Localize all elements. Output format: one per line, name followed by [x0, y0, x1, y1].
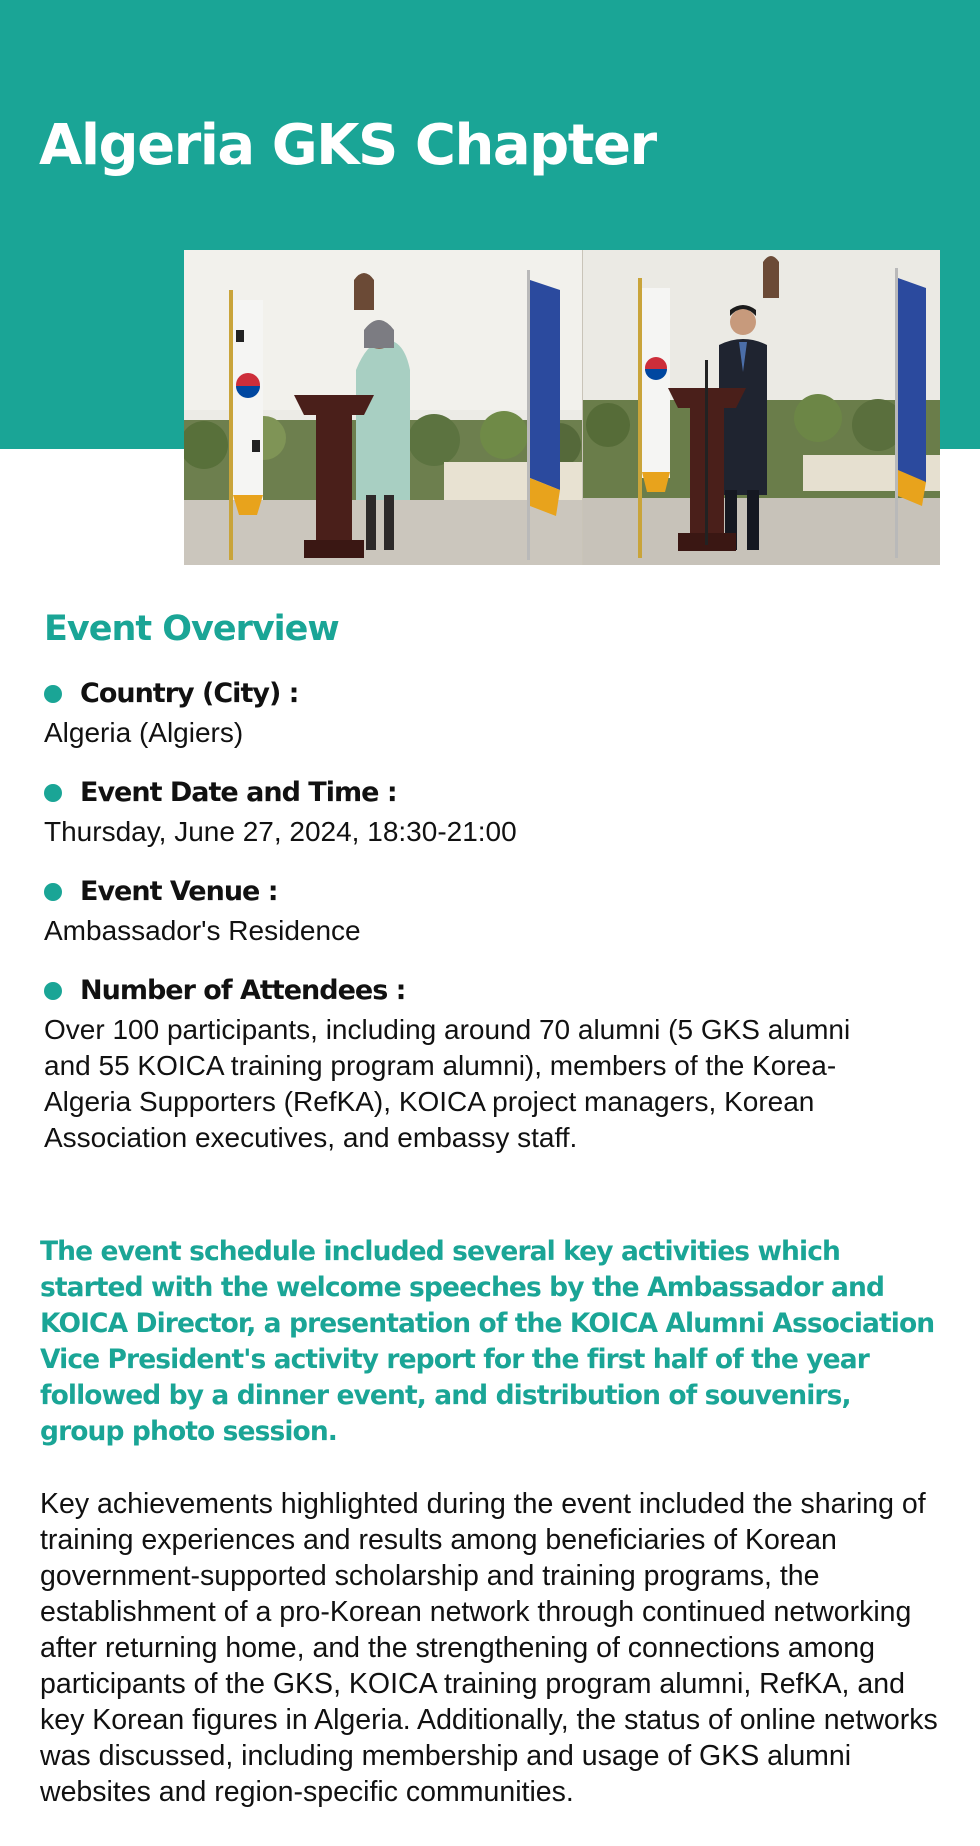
overview-item-venue-label-row [44, 874, 944, 909]
overview-item-date-label-row [44, 775, 944, 810]
overview-item-attendees-label-row [44, 973, 944, 1008]
bullet-dot-icon [44, 982, 62, 1000]
overview-item-venue [44, 874, 944, 949]
overview-value-attendees: Over 100 participants, including around 70 alumni (5 GKS alumni and 55 KOICA training program alumni), members of the Korea-Algeria Supporters (RefKA), KOICA project managers, Korean Association executives, and embassy staff. [44, 1014, 851, 1154]
overview-label-venue: Event Venue : [80, 876, 278, 908]
overview-item-date [44, 775, 944, 850]
event-overview-section [44, 608, 944, 1180]
overview-item-country [44, 676, 944, 751]
bullet-dot-icon [44, 685, 62, 703]
photo-man-speaker [583, 250, 940, 565]
bullet-dot-icon [44, 784, 62, 802]
overview-item-country-label-row [44, 676, 944, 711]
key-achievements-paragraph: Key achievements highlighted during the event included the sharing of training experiences and results among beneficiaries of Korean government-supported scholarship and training programs, the establishment of a pro-Korean network through continued networking after returning home, and the strengthening of connections among participants of the GKS, KOICA training program alumni, RefKA, and key Korean figures in Algeria. Additionally, the status of online networks was discussed, including membership and usage of GKS alumni websites and region-specific communities. [40, 1488, 938, 1808]
overview-label-date: Event Date and Time : [80, 777, 397, 809]
overview-value-date: Thursday, June 27, 2024, 18:30-21:00 [44, 816, 517, 848]
overview-label-country: Country (City) : [80, 678, 299, 709]
photo-woman-speaker [184, 250, 583, 565]
event-schedule-paragraph: The event schedule included several key activities which started with the welcome speeches by the Ambassador and KOICA Director, a presentation of the KOICA Alumni Association Vice President's activity report for the first half of the year followed by a dinner event, and distribution of souvenirs, group photo session. [40, 1236, 935, 1447]
event-overview-heading: Event Overview [44, 609, 339, 649]
overview-item-attendees [44, 973, 944, 1156]
photo-man-speaker-image [583, 250, 940, 565]
bullet-dot-icon [44, 883, 62, 901]
event-photo-strip [184, 250, 940, 565]
photo-woman-speaker-image [184, 250, 582, 565]
overview-value-venue: Ambassador's Residence [44, 915, 361, 947]
page-title: Algeria GKS Chapter [39, 113, 656, 178]
overview-value-country: Algeria (Algiers) [44, 717, 244, 749]
overview-label-attendees: Number of Attendees : [80, 975, 406, 1007]
